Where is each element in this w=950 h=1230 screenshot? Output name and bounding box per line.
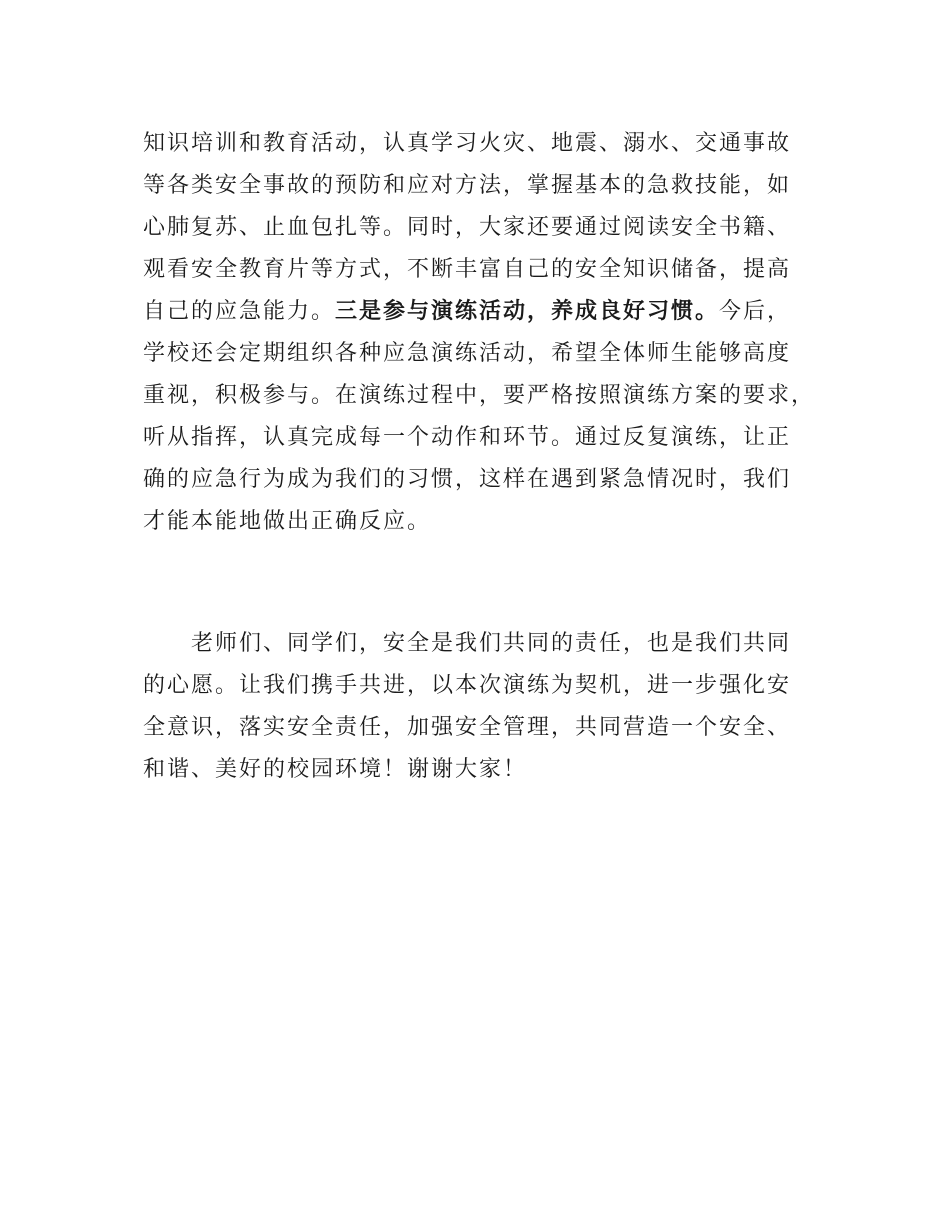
bold-heading-point-three: 三是参与演练活动，养成良好习惯。 [335, 299, 720, 324]
text-line: 重视，积极参与。在演练过程中，要严格按照演练方案的要求， [143, 383, 816, 408]
text-line: 观看安全教育片等方式，不断丰富自己的安全知识储备，提高 [143, 257, 792, 282]
paragraph-safety-training [143, 123, 823, 543]
text-line: 学校还会定期组织各种应急演练活动，希望全体师生能够高度 [143, 341, 792, 366]
text-line: 等各类安全事故的预防和应对方法，掌握基本的急救技能，如 [143, 173, 792, 198]
text-line [143, 291, 823, 333]
text-line: 老师们、同学们，安全是我们共同的责任，也是我们共同 [191, 631, 792, 656]
text-line: 心肺复苏、止血包扎等。同时，大家还要通过阅读安全书籍、 [143, 215, 792, 240]
text-line: 的心愿。让我们携手共进，以本次演练为契机，进一步强化安 [143, 673, 792, 698]
text-line: 听从指挥，认真完成每一个动作和环节。通过反复演练，让正 [143, 425, 792, 450]
text-line: 全意识，落实安全责任，加强安全管理，共同营造一个安全、 [143, 715, 792, 740]
text-line: 和谐、美好的校园环境！谢谢大家！ [143, 757, 528, 782]
paragraph-closing [143, 623, 823, 791]
text-line: 才能本能地做出正确反应。 [143, 509, 432, 534]
text-run: 今后， [719, 299, 792, 324]
text-run: 自己的应急能力。 [143, 299, 336, 324]
text-line: 知识培训和教育活动，认真学习火灾、地震、溺水、交通事故 [143, 131, 792, 156]
text-line: 确的应急行为成为我们的习惯，这样在遇到紧急情况时，我们 [143, 467, 792, 492]
